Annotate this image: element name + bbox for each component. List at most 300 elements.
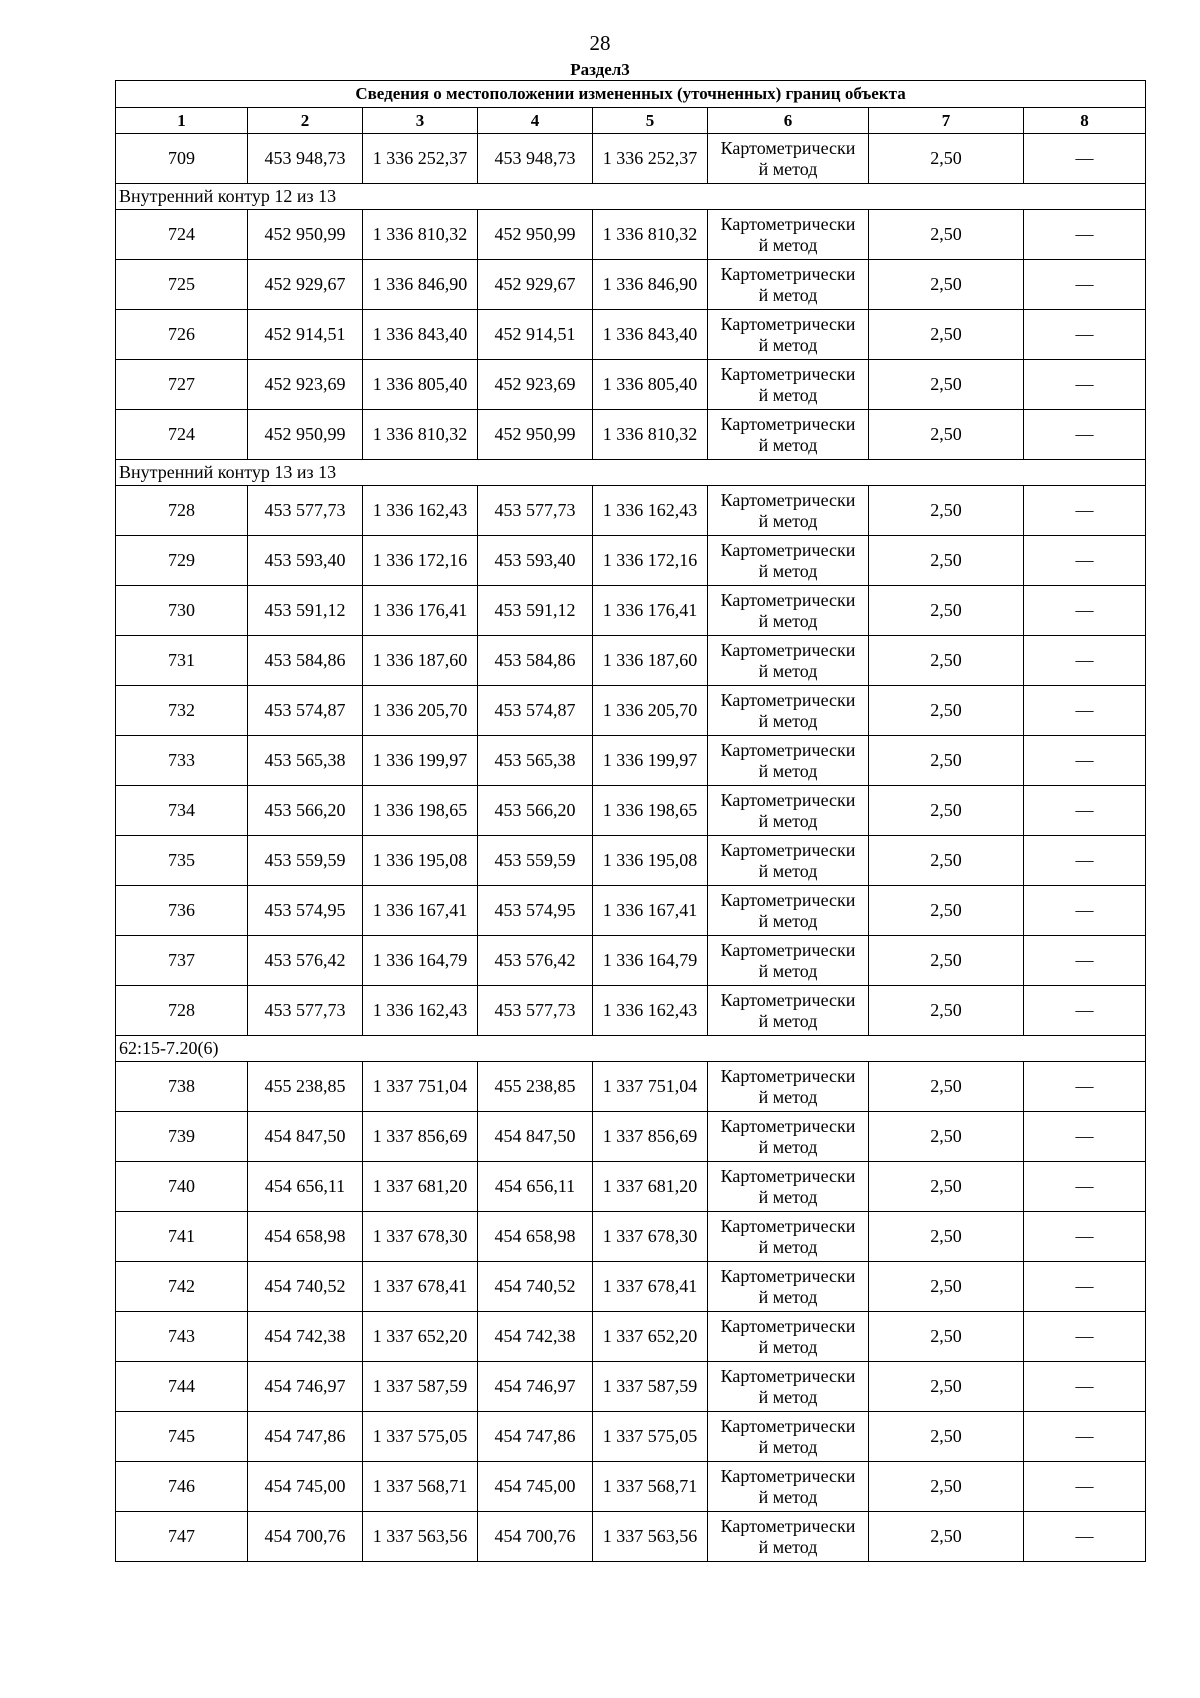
method-cell	[708, 536, 869, 586]
column-number: 2	[248, 108, 363, 134]
new-x-cell: 453 577,73	[478, 986, 593, 1036]
table-row	[116, 686, 1146, 736]
table-row	[116, 636, 1146, 686]
accuracy-cell: 2,50	[869, 134, 1024, 184]
description-cell: —	[1024, 1062, 1146, 1112]
accuracy-cell: 2,50	[869, 1212, 1024, 1262]
description-cell: —	[1024, 1412, 1146, 1462]
point-number-cell: 734	[116, 786, 248, 836]
new-x-cell: 454 745,00	[478, 1462, 593, 1512]
point-number-cell: 740	[116, 1162, 248, 1212]
new-y-cell: 1 336 167,41	[593, 886, 708, 936]
method-text-line-2: й метод	[758, 434, 818, 455]
point-number-cell: 741	[116, 1212, 248, 1262]
accuracy-cell: 2,50	[869, 410, 1024, 460]
method-text-line-2: й метод	[758, 158, 818, 179]
description-cell: —	[1024, 936, 1146, 986]
old-x-cell: 453 593,40	[248, 536, 363, 586]
method-text-line-1: Картометрически	[720, 1065, 856, 1086]
accuracy-cell: 2,50	[869, 260, 1024, 310]
accuracy-cell: 2,50	[869, 886, 1024, 936]
method-text-line-2: й метод	[758, 610, 818, 631]
table-row	[116, 986, 1146, 1036]
point-number-cell: 745	[116, 1412, 248, 1462]
description-cell: —	[1024, 1512, 1146, 1562]
new-y-cell: 1 336 846,90	[593, 260, 708, 310]
method-text-line-1: Картометрически	[720, 363, 856, 384]
old-x-cell: 455 238,85	[248, 1062, 363, 1112]
description-cell: —	[1024, 686, 1146, 736]
method-cell	[708, 836, 869, 886]
old-y-cell: 1 336 810,32	[363, 210, 478, 260]
new-y-cell: 1 337 678,30	[593, 1212, 708, 1262]
method-cell	[708, 1362, 869, 1412]
new-x-cell: 453 591,12	[478, 586, 593, 636]
table-row	[116, 886, 1146, 936]
new-x-cell: 453 574,95	[478, 886, 593, 936]
page-number: 28	[589, 31, 611, 55]
new-y-cell: 1 336 252,37	[593, 134, 708, 184]
new-y-cell: 1 337 856,69	[593, 1112, 708, 1162]
method-text-line-2: й метод	[758, 710, 818, 731]
new-x-cell: 452 914,51	[478, 310, 593, 360]
new-x-cell: 453 576,42	[478, 936, 593, 986]
new-y-cell: 1 336 810,32	[593, 410, 708, 460]
description-cell: —	[1024, 1162, 1146, 1212]
old-x-cell: 454 745,00	[248, 1462, 363, 1512]
description-cell: —	[1024, 486, 1146, 536]
new-y-cell: 1 337 563,56	[593, 1512, 708, 1562]
group-label: Внутренний контур 12 из 13	[116, 184, 1146, 210]
method-cell	[708, 1112, 869, 1162]
point-number-cell: 733	[116, 736, 248, 786]
point-number-cell: 742	[116, 1262, 248, 1312]
new-y-cell: 1 336 195,08	[593, 836, 708, 886]
new-y-cell: 1 337 568,71	[593, 1462, 708, 1512]
accuracy-cell: 2,50	[869, 1412, 1024, 1462]
method-text-line-1: Картометрически	[720, 1465, 856, 1486]
new-x-cell: 452 950,99	[478, 210, 593, 260]
table-row	[116, 1512, 1146, 1562]
accuracy-cell: 2,50	[869, 1112, 1024, 1162]
table-row	[116, 1462, 1146, 1512]
point-number-cell: 746	[116, 1462, 248, 1512]
old-y-cell: 1 337 652,20	[363, 1312, 478, 1362]
accuracy-cell: 2,50	[869, 1462, 1024, 1512]
method-cell	[708, 886, 869, 936]
old-x-cell: 453 584,86	[248, 636, 363, 686]
method-text-line-2: й метод	[758, 334, 818, 355]
method-cell	[708, 1512, 869, 1562]
method-text-line-1: Картометрически	[720, 689, 856, 710]
table-row	[116, 836, 1146, 886]
method-cell	[708, 636, 869, 686]
new-x-cell: 452 929,67	[478, 260, 593, 310]
method-text-line-1: Картометрически	[720, 789, 856, 810]
accuracy-cell: 2,50	[869, 586, 1024, 636]
table-body	[116, 134, 1146, 1562]
table-row	[116, 310, 1146, 360]
method-cell	[708, 1062, 869, 1112]
old-x-cell: 452 950,99	[248, 210, 363, 260]
new-x-cell: 453 565,38	[478, 736, 593, 786]
method-text-line-2: й метод	[758, 1336, 818, 1357]
accuracy-cell: 2,50	[869, 686, 1024, 736]
accuracy-cell: 2,50	[869, 1262, 1024, 1312]
method-text-line-2: й метод	[758, 284, 818, 305]
description-cell: —	[1024, 1362, 1146, 1412]
old-y-cell: 1 336 252,37	[363, 134, 478, 184]
column-number: 3	[363, 108, 478, 134]
point-number-cell: 736	[116, 886, 248, 936]
new-y-cell: 1 336 172,16	[593, 536, 708, 586]
description-cell: —	[1024, 536, 1146, 586]
old-x-cell: 453 576,42	[248, 936, 363, 986]
column-number: 8	[1024, 108, 1146, 134]
method-cell	[708, 1162, 869, 1212]
method-text-line-1: Картометрически	[720, 137, 856, 158]
new-x-cell: 454 746,97	[478, 1362, 593, 1412]
method-text-line-2: й метод	[758, 1536, 818, 1557]
method-text-line-2: й метод	[758, 810, 818, 831]
description-cell: —	[1024, 1112, 1146, 1162]
section-title: Раздел3	[570, 60, 630, 79]
new-y-cell: 1 337 678,41	[593, 1262, 708, 1312]
point-number-cell: 726	[116, 310, 248, 360]
new-x-cell: 453 584,86	[478, 636, 593, 686]
method-text-line-1: Картометрически	[720, 1515, 856, 1536]
point-number-cell: 747	[116, 1512, 248, 1562]
old-x-cell: 452 914,51	[248, 310, 363, 360]
description-cell: —	[1024, 1312, 1146, 1362]
point-number-cell: 739	[116, 1112, 248, 1162]
old-y-cell: 1 336 176,41	[363, 586, 478, 636]
new-y-cell: 1 336 164,79	[593, 936, 708, 986]
column-number-row	[116, 108, 1146, 134]
description-cell: —	[1024, 310, 1146, 360]
description-cell: —	[1024, 134, 1146, 184]
method-text-line-2: й метод	[758, 1010, 818, 1031]
description-cell: —	[1024, 1262, 1146, 1312]
description-cell: —	[1024, 410, 1146, 460]
method-text-line-1: Картометрически	[720, 589, 856, 610]
new-y-cell: 1 336 176,41	[593, 586, 708, 636]
method-text-line-1: Картометрически	[720, 1265, 856, 1286]
old-x-cell: 453 559,59	[248, 836, 363, 886]
table-row	[116, 486, 1146, 536]
accuracy-cell: 2,50	[869, 1312, 1024, 1362]
accuracy-cell: 2,50	[869, 360, 1024, 410]
new-y-cell: 1 337 587,59	[593, 1362, 708, 1412]
method-text-line-1: Картометрически	[720, 1315, 856, 1336]
group-label: Внутренний контур 13 из 13	[116, 460, 1146, 486]
description-cell: —	[1024, 836, 1146, 886]
accuracy-cell: 2,50	[869, 986, 1024, 1036]
table-row	[116, 736, 1146, 786]
new-x-cell: 454 740,52	[478, 1262, 593, 1312]
method-cell	[708, 786, 869, 836]
description-cell: —	[1024, 210, 1146, 260]
new-x-cell: 453 566,20	[478, 786, 593, 836]
description-cell: —	[1024, 786, 1146, 836]
method-cell	[708, 586, 869, 636]
method-text-line-2: й метод	[758, 660, 818, 681]
new-x-cell: 453 559,59	[478, 836, 593, 886]
method-text-line-2: й метод	[758, 234, 818, 255]
method-text-line-1: Картометрически	[720, 1415, 856, 1436]
point-number-cell: 724	[116, 210, 248, 260]
table-row	[116, 260, 1146, 310]
accuracy-cell: 2,50	[869, 310, 1024, 360]
group-label: 62:15-7.20(6)	[116, 1036, 1146, 1062]
new-y-cell: 1 336 843,40	[593, 310, 708, 360]
accuracy-cell: 2,50	[869, 1362, 1024, 1412]
method-text-line-2: й метод	[758, 1136, 818, 1157]
old-x-cell: 454 847,50	[248, 1112, 363, 1162]
column-number: 1	[116, 108, 248, 134]
method-text-line-2: й метод	[758, 1236, 818, 1257]
method-text-line-2: й метод	[758, 1286, 818, 1307]
new-x-cell: 454 658,98	[478, 1212, 593, 1262]
method-cell	[708, 260, 869, 310]
point-number-cell: 735	[116, 836, 248, 886]
old-y-cell: 1 336 195,08	[363, 836, 478, 886]
old-y-cell: 1 336 205,70	[363, 686, 478, 736]
method-text-line-1: Картометрически	[720, 489, 856, 510]
point-number-cell: 731	[116, 636, 248, 686]
description-cell: —	[1024, 986, 1146, 1036]
new-y-cell: 1 336 198,65	[593, 786, 708, 836]
method-text-line-2: й метод	[758, 760, 818, 781]
method-cell	[708, 936, 869, 986]
point-number-cell: 709	[116, 134, 248, 184]
new-x-cell: 454 700,76	[478, 1512, 593, 1562]
method-text-line-1: Картометрически	[720, 1365, 856, 1386]
old-y-cell: 1 337 563,56	[363, 1512, 478, 1562]
method-cell	[708, 1312, 869, 1362]
group-header-row	[116, 184, 1146, 210]
new-x-cell: 453 593,40	[478, 536, 593, 586]
table-row	[116, 1312, 1146, 1362]
table-row	[116, 134, 1146, 184]
method-text-line-2: й метод	[758, 1436, 818, 1457]
method-text-line-2: й метод	[758, 510, 818, 531]
new-y-cell: 1 336 162,43	[593, 486, 708, 536]
old-x-cell: 454 658,98	[248, 1212, 363, 1262]
old-x-cell: 453 574,95	[248, 886, 363, 936]
new-y-cell: 1 337 652,20	[593, 1312, 708, 1362]
new-x-cell: 454 742,38	[478, 1312, 593, 1362]
method-text-line-1: Картометрически	[720, 839, 856, 860]
point-number-cell: 730	[116, 586, 248, 636]
old-y-cell: 1 337 678,41	[363, 1262, 478, 1312]
point-number-cell: 728	[116, 986, 248, 1036]
method-cell	[708, 1262, 869, 1312]
new-x-cell: 454 747,86	[478, 1412, 593, 1462]
old-y-cell: 1 336 199,97	[363, 736, 478, 786]
new-y-cell: 1 336 805,40	[593, 360, 708, 410]
table-row	[116, 1062, 1146, 1112]
table-row	[116, 360, 1146, 410]
old-y-cell: 1 336 810,32	[363, 410, 478, 460]
method-text-line-1: Картометрически	[720, 1215, 856, 1236]
method-text-line-2: й метод	[758, 384, 818, 405]
point-number-cell: 728	[116, 486, 248, 536]
method-cell	[708, 686, 869, 736]
group-header-row	[116, 1036, 1146, 1062]
table-row	[116, 1162, 1146, 1212]
table-row	[116, 586, 1146, 636]
description-cell: —	[1024, 736, 1146, 786]
new-y-cell: 1 336 205,70	[593, 686, 708, 736]
old-x-cell: 453 577,73	[248, 986, 363, 1036]
new-y-cell: 1 336 810,32	[593, 210, 708, 260]
old-y-cell: 1 336 187,60	[363, 636, 478, 686]
description-cell: —	[1024, 886, 1146, 936]
new-x-cell: 454 847,50	[478, 1112, 593, 1162]
old-x-cell: 453 565,38	[248, 736, 363, 786]
accuracy-cell: 2,50	[869, 836, 1024, 886]
column-number: 4	[478, 108, 593, 134]
accuracy-cell: 2,50	[869, 736, 1024, 786]
method-text-line-1: Картометрически	[720, 213, 856, 234]
table-row	[116, 536, 1146, 586]
new-y-cell: 1 336 187,60	[593, 636, 708, 686]
method-text-line-2: й метод	[758, 910, 818, 931]
old-y-cell: 1 336 846,90	[363, 260, 478, 310]
point-number-cell: 725	[116, 260, 248, 310]
old-x-cell: 454 747,86	[248, 1412, 363, 1462]
table-row	[116, 1362, 1146, 1412]
point-number-cell: 737	[116, 936, 248, 986]
table-row	[116, 410, 1146, 460]
old-y-cell: 1 337 856,69	[363, 1112, 478, 1162]
method-cell	[708, 1462, 869, 1512]
method-text-line-2: й метод	[758, 1386, 818, 1407]
new-x-cell: 452 923,69	[478, 360, 593, 410]
old-y-cell: 1 337 681,20	[363, 1162, 478, 1212]
method-cell	[708, 986, 869, 1036]
old-y-cell: 1 337 575,05	[363, 1412, 478, 1462]
method-text-line-1: Картометрически	[720, 889, 856, 910]
boundary-coordinates-table	[115, 80, 1146, 1562]
method-text-line-2: й метод	[758, 1186, 818, 1207]
table-caption-row	[116, 81, 1146, 108]
method-cell	[708, 1212, 869, 1262]
old-x-cell: 452 950,99	[248, 410, 363, 460]
old-y-cell: 1 336 162,43	[363, 486, 478, 536]
table-row	[116, 1262, 1146, 1312]
point-number-cell: 738	[116, 1062, 248, 1112]
method-text-line-1: Картометрически	[720, 939, 856, 960]
old-x-cell: 453 577,73	[248, 486, 363, 536]
old-x-cell: 453 574,87	[248, 686, 363, 736]
method-text-line-1: Картометрически	[720, 263, 856, 284]
old-y-cell: 1 336 843,40	[363, 310, 478, 360]
method-text-line-1: Картометрически	[720, 739, 856, 760]
method-cell	[708, 360, 869, 410]
method-cell	[708, 1412, 869, 1462]
old-x-cell: 454 700,76	[248, 1512, 363, 1562]
old-y-cell: 1 337 751,04	[363, 1062, 478, 1112]
method-text-line-1: Картометрически	[720, 539, 856, 560]
accuracy-cell: 2,50	[869, 636, 1024, 686]
old-x-cell: 453 566,20	[248, 786, 363, 836]
accuracy-cell: 2,50	[869, 1062, 1024, 1112]
point-number-cell: 724	[116, 410, 248, 460]
method-text-line-1: Картометрически	[720, 413, 856, 434]
new-x-cell: 454 656,11	[478, 1162, 593, 1212]
table-row	[116, 1412, 1146, 1462]
old-x-cell: 452 923,69	[248, 360, 363, 410]
new-y-cell: 1 337 681,20	[593, 1162, 708, 1212]
new-x-cell: 455 238,85	[478, 1062, 593, 1112]
table-caption: Сведения о местоположении измененных (уточненных) границ объекта	[116, 81, 1146, 108]
new-y-cell: 1 336 162,43	[593, 986, 708, 1036]
point-number-cell: 729	[116, 536, 248, 586]
table-row	[116, 210, 1146, 260]
point-number-cell: 727	[116, 360, 248, 410]
old-x-cell: 454 746,97	[248, 1362, 363, 1412]
table-row	[116, 1112, 1146, 1162]
old-x-cell: 454 742,38	[248, 1312, 363, 1362]
column-number: 5	[593, 108, 708, 134]
old-x-cell: 454 740,52	[248, 1262, 363, 1312]
description-cell: —	[1024, 1212, 1146, 1262]
group-header-row	[116, 460, 1146, 486]
description-cell: —	[1024, 360, 1146, 410]
old-x-cell: 453 948,73	[248, 134, 363, 184]
point-number-cell: 732	[116, 686, 248, 736]
column-number: 6	[708, 108, 869, 134]
method-text-line-1: Картометрически	[720, 1165, 856, 1186]
method-text-line-2: й метод	[758, 1486, 818, 1507]
table-row	[116, 786, 1146, 836]
method-text-line-2: й метод	[758, 860, 818, 881]
new-y-cell: 1 337 575,05	[593, 1412, 708, 1462]
description-cell: —	[1024, 1462, 1146, 1512]
accuracy-cell: 2,50	[869, 786, 1024, 836]
method-text-line-2: й метод	[758, 560, 818, 581]
description-cell: —	[1024, 636, 1146, 686]
description-cell: —	[1024, 586, 1146, 636]
new-y-cell: 1 337 751,04	[593, 1062, 708, 1112]
new-x-cell: 452 950,99	[478, 410, 593, 460]
accuracy-cell: 2,50	[869, 210, 1024, 260]
new-x-cell: 453 948,73	[478, 134, 593, 184]
old-y-cell: 1 336 198,65	[363, 786, 478, 836]
method-cell	[708, 410, 869, 460]
point-number-cell: 743	[116, 1312, 248, 1362]
accuracy-cell: 2,50	[869, 1162, 1024, 1212]
column-number: 7	[869, 108, 1024, 134]
method-cell	[708, 134, 869, 184]
new-x-cell: 453 574,87	[478, 686, 593, 736]
accuracy-cell: 2,50	[869, 1512, 1024, 1562]
accuracy-cell: 2,50	[869, 536, 1024, 586]
new-x-cell: 453 577,73	[478, 486, 593, 536]
old-x-cell: 454 656,11	[248, 1162, 363, 1212]
method-text-line-1: Картометрически	[720, 639, 856, 660]
method-text-line-1: Картометрически	[720, 313, 856, 334]
method-cell	[708, 210, 869, 260]
point-number-cell: 744	[116, 1362, 248, 1412]
old-y-cell: 1 336 167,41	[363, 886, 478, 936]
method-text-line-2: й метод	[758, 1086, 818, 1107]
method-cell	[708, 486, 869, 536]
table-row	[116, 1212, 1146, 1262]
old-y-cell: 1 336 805,40	[363, 360, 478, 410]
